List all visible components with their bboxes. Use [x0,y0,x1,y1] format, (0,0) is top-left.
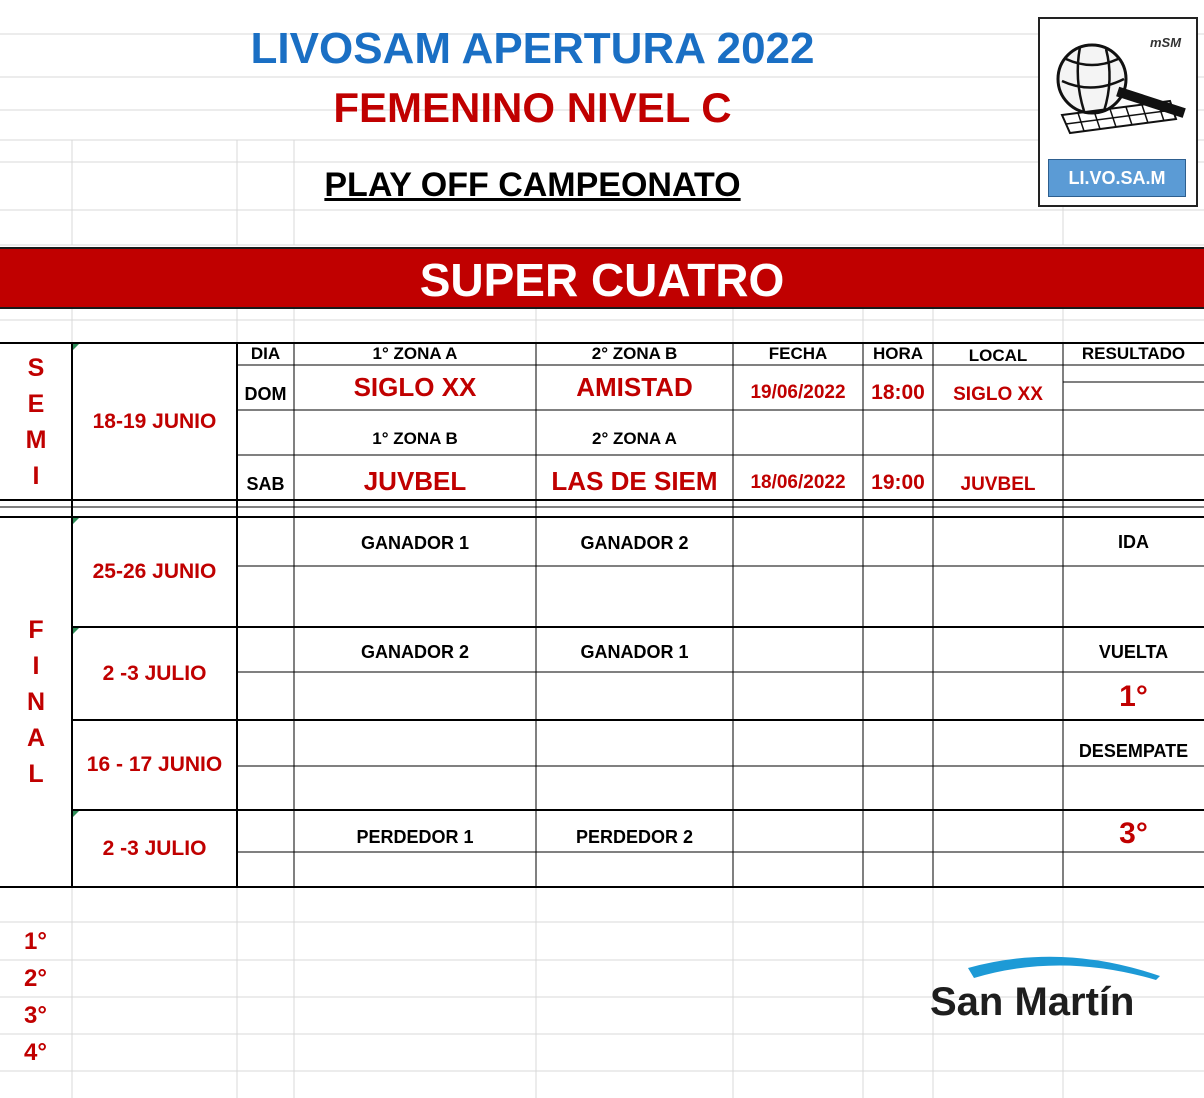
final-letter: L [28,760,44,788]
final-row2-place: 1° [1119,680,1148,713]
position-3: 3° [24,1002,47,1029]
semi-match1-team1: SIGLO XX [353,372,477,402]
logo-tag: mSM [1150,35,1182,50]
final-letter: F [28,616,44,644]
semi-subheader-team2: 2° ZONA A [592,429,677,448]
semi-letter: I [32,462,40,490]
semi-letter: M [25,426,47,454]
semi-match2-fecha: 18/06/2022 [750,472,846,493]
final-row3-date: 16 - 17 JUNIO [86,753,223,776]
final-letter: I [32,652,40,680]
semi-match1-fecha: 19/06/2022 [750,381,846,403]
position-1: 1° [24,928,47,955]
semi-letter: E [27,390,45,418]
final-row2-result: VUELTA [1098,641,1169,662]
semi-match2-dia: SAB [246,473,285,494]
semi-match1-dia: DOM [244,383,287,404]
position-2: 2° [24,965,47,992]
header-hora: HORA [872,344,924,363]
semi-date: 18-19 JUNIO [92,409,217,433]
semi-match1-team2: AMISTAD [576,372,693,402]
final-row4-result: 3° [1119,817,1148,850]
livosam-logo [1038,17,1198,207]
final-letter: A [26,724,46,752]
semi-match1-hora: 18:00 [871,380,925,404]
header-local: LOCAL [968,346,1028,365]
semi-match1-local: SIGLO XX [953,383,1043,405]
semi-match2-team1: JUVBEL [363,465,467,496]
final-letter: N [26,688,46,716]
final-row1-team1: GANADOR 1 [360,532,469,553]
position-4: 4° [24,1039,47,1066]
page-subtitle: FEMENINO NIVEL C [333,84,732,131]
final-row2-team2: GANADOR 1 [580,641,689,662]
final-row1-result: IDA [1118,531,1149,552]
final-row1-date: 25-26 JUNIO [92,560,217,583]
final-row4-date: 2 -3 JULIO [102,836,207,860]
final-row2-team1: GANADOR 2 [360,641,469,662]
semi-letter: S [27,354,45,382]
header-team2: 2° ZONA B [591,344,678,363]
logo-label: LI.VO.SA.M [1048,159,1186,197]
super-cuatro-banner [0,247,1204,309]
final-label [0,612,72,792]
header-resultado: RESULTADO [1081,344,1186,363]
semi-match2-team2: LAS DE SIEM [551,465,718,496]
banner-text: SUPER CUATRO [419,254,785,306]
final-row2-date: 2 -3 JULIO [102,661,207,685]
final-row4-team1: PERDEDOR 1 [356,826,474,847]
final-row4-team2: PERDEDOR 2 [575,826,694,847]
header-team1: 1° ZONA A [372,344,458,363]
final-row1-team2: GANADOR 2 [580,532,689,553]
section-title: PLAY OFF CAMPEONATO [324,166,741,204]
header-fecha: FECHA [768,344,828,363]
semi-match2-local: JUVBEL [960,474,1036,495]
final-row3-result: DESEMPATE [1078,740,1189,761]
semi-subheader-team1: 1° ZONA B [372,429,458,448]
header-dia: DIA [250,344,281,363]
sponsor-logo-text: San Martín [930,980,1135,1024]
semi-match2-hora: 19:00 [871,471,925,494]
page-title: LIVOSAM APERTURA 2022 [250,24,815,73]
semi-label [0,352,72,492]
